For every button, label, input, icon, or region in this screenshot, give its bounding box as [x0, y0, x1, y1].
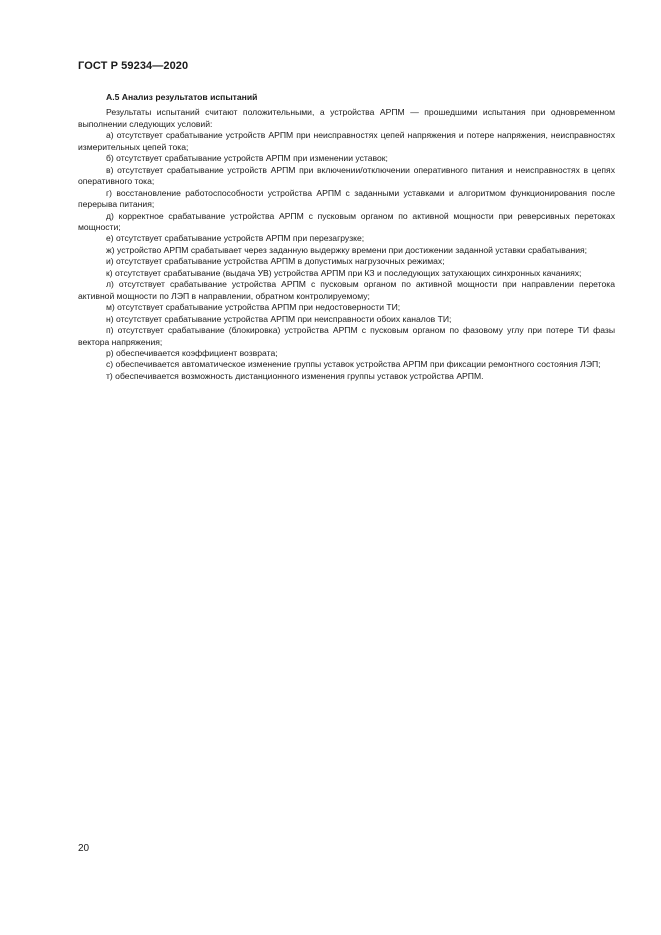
- list-item: п) отсутствует срабатывание (блокировка) устройства АРПМ с пусковым органом по фазовому углу при потере ТИ фазы вектора напряжения;: [78, 325, 615, 347]
- list-item: г) восстановление работоспособности устройства АРПМ с заданными уставками и алгоритмом функционирования после перерыва питания;: [78, 187, 615, 210]
- list-item: р) обеспечивается коэффициент возврата;: [106, 347, 278, 358]
- list-item: л) отсутствует срабатывание устройства АРПМ с пусковым органом по активной мощности при направлении перетока активной мощности по ЛЭП в направлении, обратном контролируемому;: [78, 279, 615, 301]
- list-item: м) отсутствует срабатывание устройства АРПМ при недостоверности ТИ;: [106, 302, 401, 313]
- conditions-list: [78, 130, 615, 382]
- list-item: е) отсутствует срабатывание устройств АРПМ при перезагрузке;: [106, 233, 365, 244]
- list-item: д) корректное срабатывание устройства АРПМ с пусковым органом по активной мощности при реверсивных перетоках мощности;: [78, 210, 615, 232]
- document-header: ГОСТ Р 59234—2020: [78, 60, 189, 72]
- list-item: в) отсутствует срабатывание устройств АРПМ при включении/отключении оперативного питания и неисправностях в цепях оперативного тока;: [78, 164, 615, 187]
- list-item: а) отсутствует срабатывание устройств АРПМ при неисправностях цепей напряжения и потере напряжения, неисправностях измерительных цепей тока;: [78, 130, 615, 152]
- list-item: б) отсутствует срабатывание устройств АРПМ при изменении уставок;: [106, 153, 388, 164]
- list-item: к) отсутствует срабатывание (выдача УВ) устройства АРПМ при КЗ и последующих затухающих синхронных качаниях;: [106, 267, 582, 278]
- section-heading: А.5 Анализ результатов испытаний: [106, 92, 258, 102]
- list-item: н) отсутствует срабатывание устройства АРПМ при неисправности обоих каналов ТИ;: [106, 313, 452, 324]
- list-item: с) обеспечивается автоматическое изменение группы уставок устройства АРПМ при фиксации ремонтного состояния ЛЭП;: [106, 359, 601, 370]
- list-item: ж) устройство АРПМ срабатывает через заданную выдержку времени при достижении заданной уставки срабатывания;: [106, 244, 588, 255]
- list-item: и) отсутствует срабатывание устройства АРПМ в допустимых нагрузочных режимах;: [106, 256, 445, 267]
- section-content: [78, 92, 615, 382]
- section-intro: Результаты испытаний считают положительными, а устройства АРПМ — прошедшими испытания при одновременном выполнении следующих условий:: [78, 107, 615, 129]
- list-item: т) обеспечивается возможность дистанционного изменения группы уставок устройства АРПМ.: [106, 370, 484, 381]
- page-number: 20: [78, 843, 90, 854]
